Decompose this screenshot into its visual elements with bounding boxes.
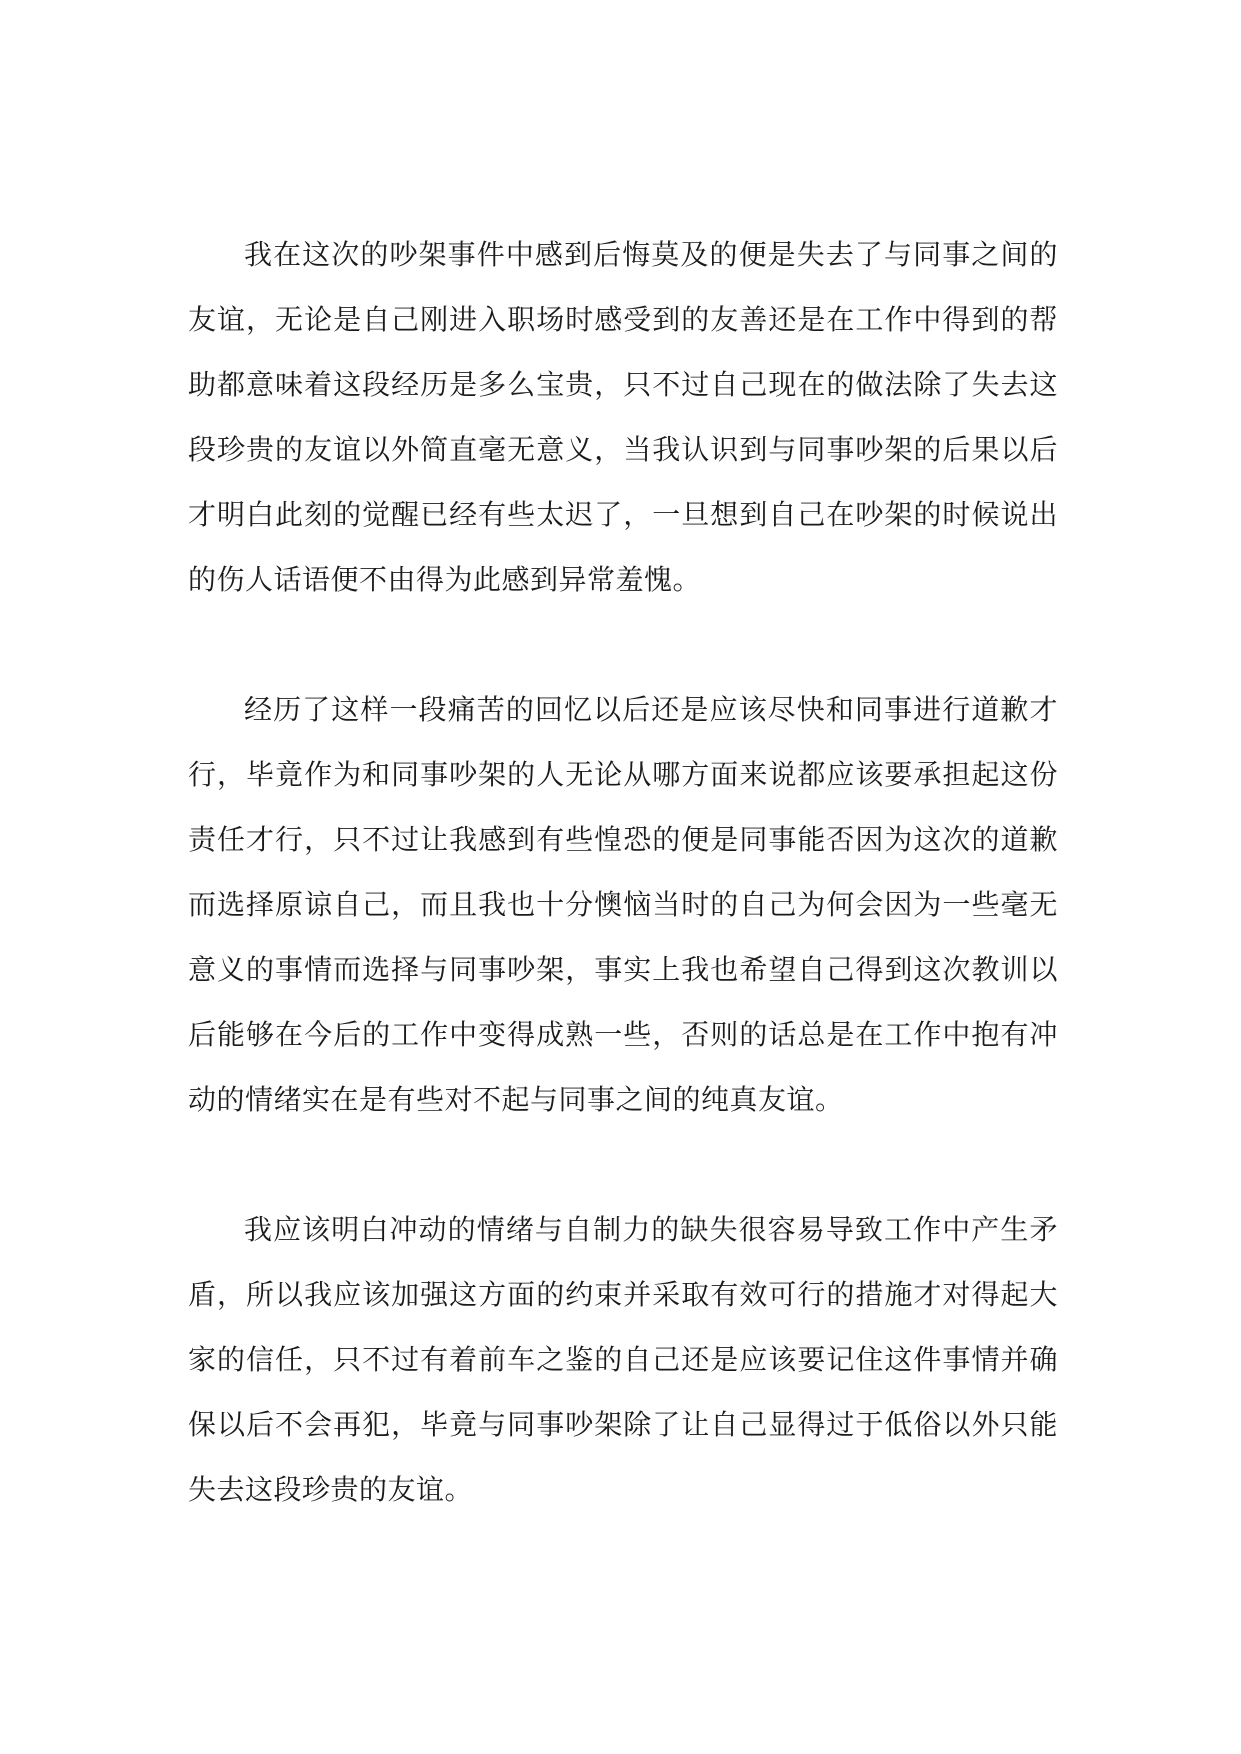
paragraph-1: 我在这次的吵架事件中感到后悔莫及的便是失去了与同事之间的友谊，无论是自己刚进入职场时感受到的友善还是在工作中得到的帮助都意味着这段经历是多么宝贵，只不过自己现在的做法除了失去这段珍贵的友谊以外简直毫无意义，当我认识到与同事吵架的后果以后才明白此刻的觉醒已经有些太迟了，一旦想到自己在吵架的时候说出的伤人话语便不由得为此感到异常羞愧。 [188, 238, 1058, 596]
paragraph-3: 我应该明白冲动的情绪与自制力的缺失很容易导致工作中产生矛盾，所以我应该加强这方面的约束并采取有效可行的措施才对得起大家的信任，只不过有着前车之鉴的自己还是应该要记住这件事情并确保以后不会再犯，毕竟与同事吵架除了让自己显得过于低俗以外只能失去这段珍贵的友谊。 [188, 1213, 1058, 1506]
paragraph-2: 经历了这样一段痛苦的回忆以后还是应该尽快和同事进行道歉才行，毕竟作为和同事吵架的人无论从哪方面来说都应该要承担起这份责任才行，只不过让我感到有些惶恐的便是同事能否因为这次的道歉而选择原谅自己，而且我也十分懊恼当时的自己为何会因为一些毫无意义的事情而选择与同事吵架，事实上我也希望自己得到这次教训以后能够在今后的工作中变得成熟一些，否则的话总是在工作中抱有冲动的情绪实在是有些对不起与同事之间的纯真友谊。 [188, 693, 1058, 1116]
document-body [188, 222, 1058, 1522]
